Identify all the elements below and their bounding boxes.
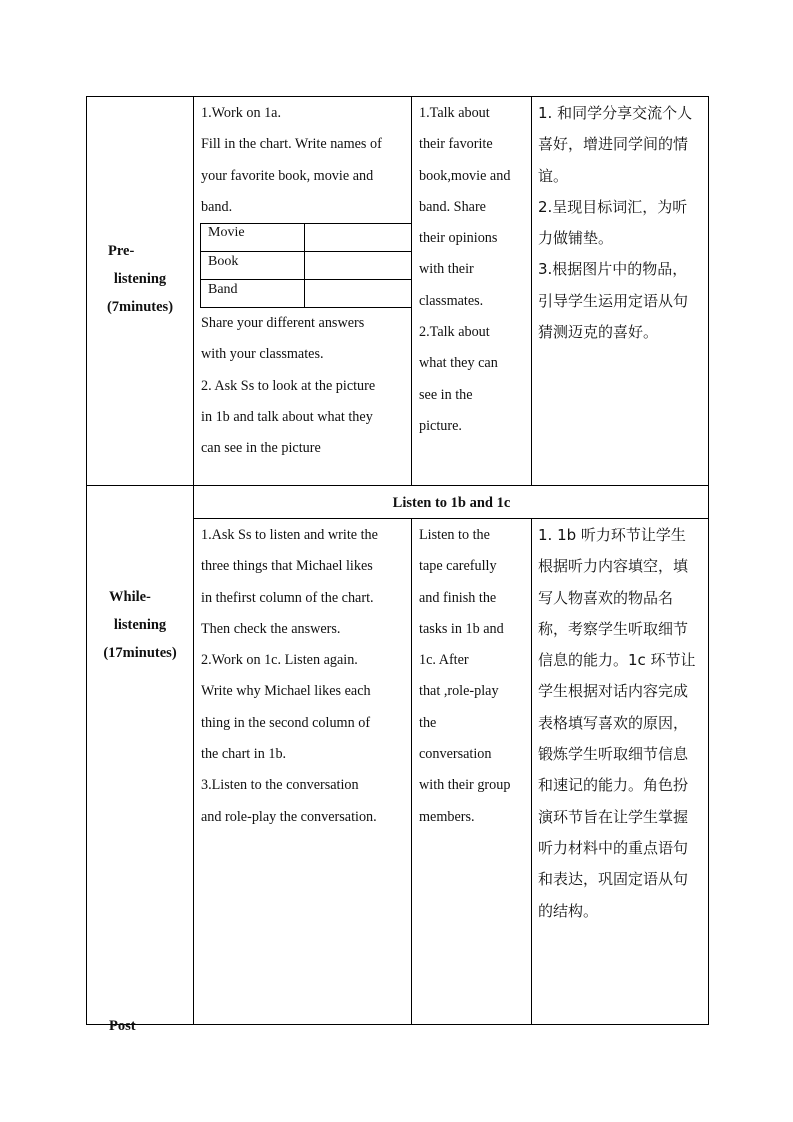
text-line: 2.Talk about	[419, 324, 490, 341]
text-line: 1. 1b 听力环节让学生	[538, 526, 686, 544]
text-line: Share your different answers	[201, 315, 365, 331]
text-line: 1.Ask Ss to listen and write the	[201, 527, 378, 543]
stage-label-post-listening: Post	[109, 1018, 136, 1034]
text-line: Fill in the chart. Write names of	[201, 136, 382, 153]
text-line: 写人物喜欢的物品名	[538, 588, 674, 607]
pre-listening-student-activities	[419, 98, 529, 442]
stage-label-while-listening	[88, 583, 192, 667]
stage-label-line: Pre-	[108, 243, 135, 259]
text-line: tape carefully	[419, 558, 497, 575]
text-line: 2.Work on 1c. Listen again.	[201, 652, 358, 669]
table-right-border	[708, 96, 709, 1025]
text-line: can see in the picture	[201, 440, 321, 457]
text-line: 演环节旨在让学生掌握	[538, 807, 689, 826]
text-line: their favorite	[419, 136, 493, 153]
text-line: 3.Listen to the conversation	[201, 777, 359, 794]
text-line: 喜好，增进同学间的情	[538, 135, 689, 154]
text-line: 3.根据图片中的物品，	[538, 260, 688, 279]
text-line: 引导学生运用定语从句	[538, 291, 689, 310]
stage-label-line: (7minutes)	[106, 299, 174, 315]
text-line: band. Share	[419, 198, 486, 215]
text-line: 表格填写喜欢的原因，	[538, 713, 689, 732]
text-line: 1.Work on 1a.	[201, 105, 282, 121]
stage-label-pre-listening	[88, 237, 192, 321]
text-line: and finish the	[419, 589, 497, 606]
text-line: the chart in 1b.	[201, 746, 287, 763]
while-listening-student-activities	[419, 520, 529, 833]
stage-label-post-listening-clip	[88, 1000, 192, 1034]
text-line: classmates.	[419, 292, 484, 309]
text-line: 1c. After	[419, 652, 469, 669]
text-line: 和速记的能力。角色扮	[538, 776, 689, 795]
header-bottom-border	[194, 518, 709, 519]
text-line: thing in the second column of	[201, 714, 371, 731]
text-line: Write why Michael likes each	[201, 683, 371, 700]
while-listening-header: Listen to 1b and 1c	[392, 495, 511, 511]
text-line: 听力材料中的重点语句	[538, 838, 689, 857]
text-line: three things that Michael likes	[201, 558, 373, 575]
mini-table-label-band: Band	[208, 282, 238, 297]
text-line: 力做铺垫。	[538, 229, 614, 248]
row-divider-pre-while	[86, 485, 709, 486]
text-line: band.	[201, 198, 233, 215]
text-line: in thefirst column of the chart.	[201, 589, 374, 606]
stage-label-line: While-	[109, 589, 151, 605]
text-line: 1. 和同学分享交流个人	[538, 104, 693, 122]
text-line: book,movie and	[419, 167, 511, 184]
while-listening-design-purpose	[538, 520, 706, 927]
student-column-divider-bottom	[531, 518, 532, 1025]
pre-listening-design-purpose	[538, 98, 706, 348]
text-line: your favorite book, movie and	[201, 167, 374, 184]
text-line: 锻炼学生听取细节信息	[538, 745, 689, 764]
text-line: and role-play the conversation.	[201, 808, 377, 825]
text-line: picture.	[419, 417, 462, 434]
table-left-border	[86, 96, 87, 1025]
text-line: 猜测迈克的喜好。	[538, 323, 659, 342]
text-line: conversation	[419, 746, 492, 763]
mini-table-left	[200, 223, 201, 308]
stage-label-line: listening	[113, 271, 167, 287]
stage-label-line: listening	[113, 617, 167, 633]
text-line: members.	[419, 808, 475, 825]
text-line: 和表达，巩固定语从句	[538, 870, 689, 889]
pre-listening-teacher-activities-bottom	[201, 308, 409, 464]
text-line: Listen to the	[419, 527, 490, 543]
text-line: see in the	[419, 386, 473, 403]
text-line: 2.呈现目标词汇，为听	[538, 197, 688, 216]
text-line: 谊。	[538, 166, 569, 185]
text-line: 2. Ask Ss to look at the picture	[201, 377, 376, 394]
pre-listening-teacher-activities-top	[201, 98, 409, 223]
text-line: with your classmates.	[201, 346, 324, 363]
mini-table-label-movie: Movie	[208, 225, 245, 240]
text-line: the	[419, 714, 437, 731]
text-line: 学生根据对话内容完成	[538, 682, 689, 701]
mini-table-mid	[304, 223, 305, 308]
text-line: 根据听力内容填空，填	[538, 557, 689, 576]
text-line: 的结构。	[538, 901, 599, 920]
text-line: 1.Talk about	[419, 105, 490, 121]
stage-column-divider	[193, 96, 194, 1025]
text-line: Then check the answers.	[201, 620, 341, 637]
text-line: 称，考察学生听取细节	[538, 619, 689, 638]
text-line: with their	[419, 261, 474, 278]
teacher-column-divider-top	[411, 96, 412, 486]
table-top-border	[86, 96, 709, 97]
text-line: 信息的能力。1c 环节让	[538, 651, 696, 670]
while-listening-teacher-activities	[201, 520, 409, 833]
text-line: tasks in 1b and	[419, 620, 504, 637]
mini-table-label-book: Book	[208, 254, 239, 269]
student-column-divider-top	[531, 96, 532, 486]
text-line: their opinions	[419, 230, 498, 247]
stage-label-line: (17minutes)	[103, 645, 177, 661]
text-line: that ,role-play	[419, 683, 499, 700]
text-line: what they can	[419, 355, 498, 372]
teacher-column-divider-bottom	[411, 518, 412, 1025]
table-bottom-border	[86, 1024, 709, 1025]
text-line: in 1b and talk about what they	[201, 408, 373, 425]
text-line: with their group	[419, 777, 511, 794]
